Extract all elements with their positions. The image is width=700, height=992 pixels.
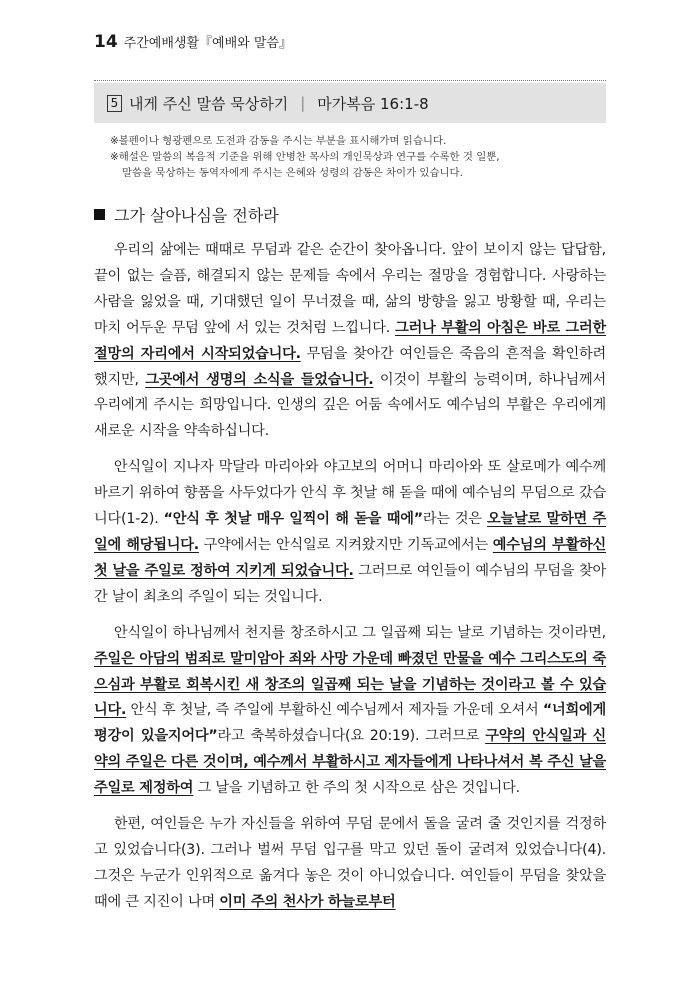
emphasis: 그러나 부활의 아침은 바로 그러한 절망의 자리에서 시작되었습니다. [94,319,606,362]
section-title: 내게 주신 말씀 묵상하기 [129,94,289,113]
text-run: 라고 축복하셨습니다(요 20:19). 그러므로 [217,728,486,745]
paragraph [94,238,606,445]
section-divider: | [300,94,306,112]
note-line: 말씀을 묵상하는 동역자에게 주시는 은혜와 성령의 감동은 차이가 있습니다. [122,167,463,179]
emphasis: 오늘날로 말하면 주일에 해당됩니다. [94,511,606,553]
text-run: 안식일이 지나자 막달라 마리아와 야고보의 어머니 마리아와 또 살로메가 예수께 바르기 위하여 향품을 사두었다가 안식 후 첫날 해 돋을 때에 예수님의 무덤으로 갔습니다(1-2). [94,459,606,528]
book-title: 주간예배생활『예배와 말씀』 [123,36,292,51]
emphasis: 주일은 아담의 범죄로 말미암아 죄와 사망 가운데 빠졌던 만물을 예수 그리스도의 죽으심과 부활로 회복시킨 새 창조의 일곱째 되는 날을 기념하는 것이라고 볼 수 있습니다. [94,650,606,719]
text-run: 라는 것은 [422,511,487,528]
paragraph [94,455,606,610]
paragraph [94,812,606,916]
section-title-bar [94,83,606,123]
emphasis: 구약의 안식일과 신약의 주일은 다른 것이며, 예수께서 부활하시고 제자들에게 나타나셔서 복 주신 날을 주일로 제정하여 [94,728,606,797]
text-run: 안식일이 하나님께서 천지를 창조하시고 그 일곱째 되는 날로 기념하는 것이라면, [113,624,606,641]
text-run: 구약에서는 안식일로 지켜왔지만 기독교에서는 [198,536,493,553]
text-run: 한편, 여인들은 누가 자신들을 위하여 무덤 문에서 돌을 굴려 줄 것인지를 걱정하고 있었습니다(3). 그러나 벌써 무덤 입구를 막고 있던 돌이 굴려져 있었습니다(4). 그것은 누군가 인위적으로 옮겨다 놓은 것이 아니었습니다. 여인들이 무덤을 찾았을 때에 큰 지진이 나며 [94,816,606,910]
text-run: 그 날을 기념하고 한 주의 첫 시작으로 삼은 것입니다. [193,780,520,797]
emphasis: 이미 주의 천사가 하늘로부터 [219,893,396,910]
square-bullet-icon [94,209,105,220]
header-divider [94,80,606,81]
heading-text: 그가 살아나심을 전하라 [114,206,279,225]
bold-quote: “안식 후 첫날 매우 일찍이 해 돋을 때에” [163,511,423,528]
running-head [94,32,292,52]
body-text [94,238,606,926]
paragraph [94,621,606,802]
text-run: 무덤을 찾아간 여인들은 죽음의 흔적을 확인하려 했지만, [94,345,606,388]
text-run: 그러므로 여인들이 예수님의 무덤을 찾아간 날이 최초의 주일이 되는 것입니다. [94,562,606,605]
text-run: 이것이 부활의 능력이며, 하나님께서 우리에게 주시는 희망입니다. 인생의 깊은 어둠 속에서도 예수님의 부활은 우리에게 새로운 시작을 약속하십니다. [94,371,606,440]
note-line: ※해설은 말씀의 복음적 기준을 위해 안병찬 목사의 개인묵상과 연구를 수록한 것 일뿐, [110,151,500,163]
emphasis: 그곳에서 생명의 소식을 들었습니다. [145,371,374,388]
section-heading [94,203,279,226]
scripture-reference: 마가복음 16:1-8 [317,94,429,113]
page-number: 14 [94,32,118,52]
emphasis: 예수님의 부활하신 첫 날을 주일로 정하여 지키게 되었습니다. [94,536,607,579]
note-line: ※볼펜이나 형광펜으로 도전과 감동을 주시는 부분을 표시해가며 읽습니다. [110,135,447,147]
bold-quote: “너희에게 평강이 있을지어다” [94,702,606,745]
text-run: 안식 후 첫날, 즉 주일에 부활하신 예수님께서 제자들 가운데 오셔서 [126,702,543,719]
text-run: 우리의 삶에는 때때로 무덤과 같은 순간이 찾아옵니다. 앞이 보이지 않는 답답함, 끝이 없는 슬픔, 해결되지 않는 문제들 속에서 우리는 절망을 경험합니다. 사랑하는 사람을 잃었을 때, 기대했던 일이 무너졌을 때, 삶의 방향을 잃고 방황할 때, 우리는 마치 어두운 무덤 앞에 서 있는 것처럼 느낍니다. [94,242,606,336]
reading-notes [110,133,610,181]
section-number: 5 [107,95,122,112]
